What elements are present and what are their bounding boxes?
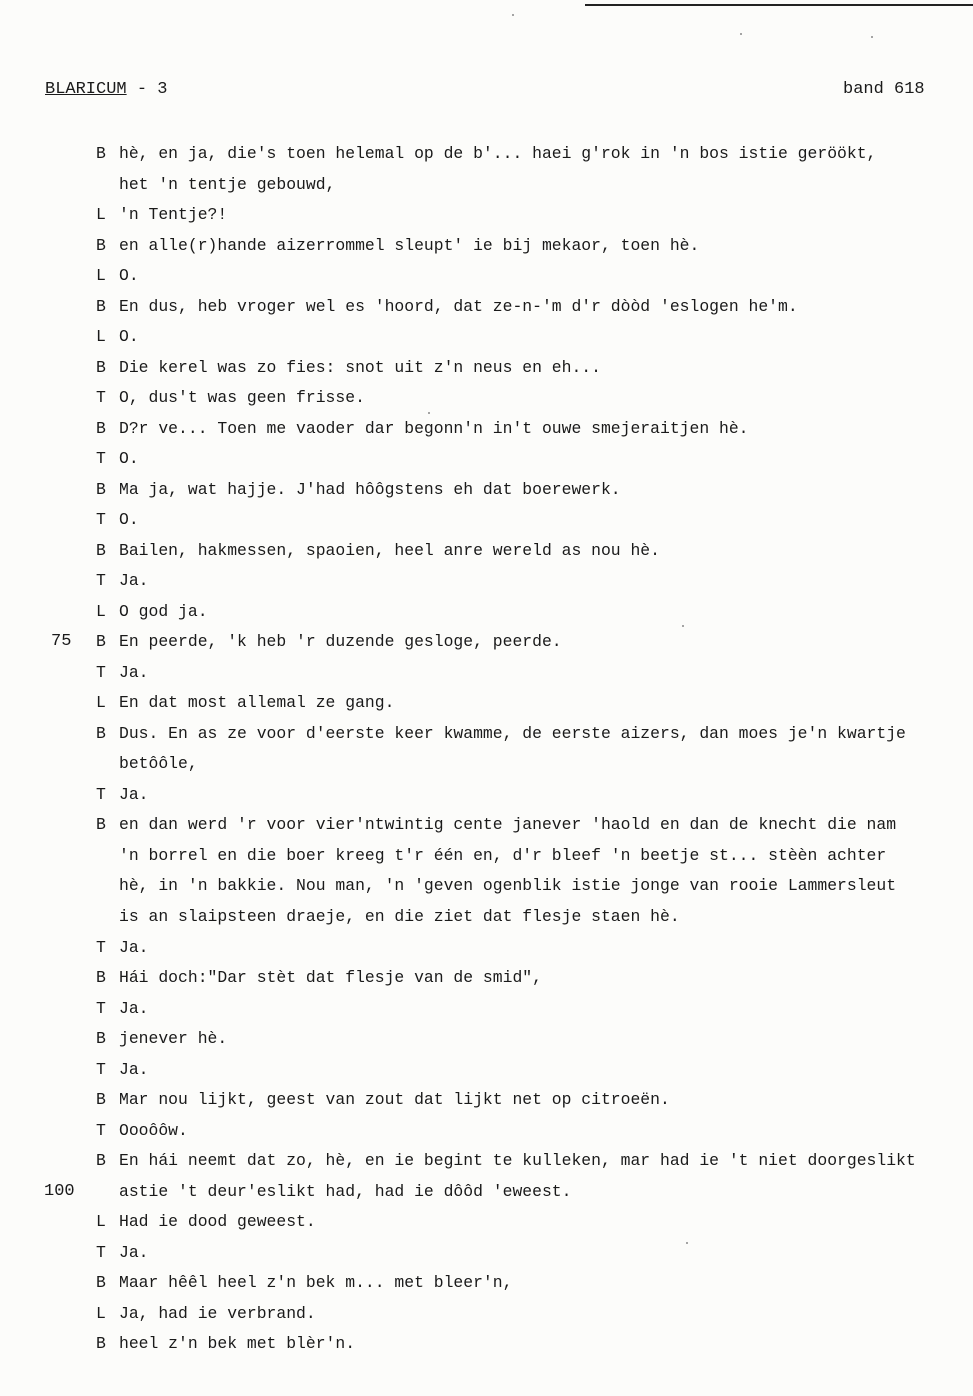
speaker-label: L xyxy=(96,327,106,347)
transcript-line xyxy=(0,660,973,686)
utterance-text: heel z'n bek met blèr'n. xyxy=(119,1334,356,1354)
transcript-line xyxy=(0,904,973,930)
transcript-line xyxy=(0,1240,973,1266)
transcript-line xyxy=(0,935,973,961)
speaker-label: T xyxy=(96,388,106,408)
utterance-text: Had ie dood geweest. xyxy=(119,1212,316,1232)
transcript-line xyxy=(0,1087,973,1113)
utterance-text: en dan werd 'r voor vier'ntwintig cente janever 'haold en dan de knecht die nam xyxy=(119,815,897,835)
speaker-label: B xyxy=(96,418,106,438)
speaker-label: B xyxy=(96,235,106,255)
utterance-text: Dus. En as ze voor d'eerste keer kwamme, de eerste aizers, dan moes je'n kwartje xyxy=(119,723,906,743)
speaker-label: B xyxy=(96,1029,106,1049)
transcript-line xyxy=(0,355,973,381)
speaker-label: B xyxy=(96,632,106,652)
utterance-text: Oooôôw. xyxy=(119,1120,188,1140)
scan-speck xyxy=(512,14,514,16)
transcript-line xyxy=(0,1209,973,1235)
transcript-line xyxy=(0,263,973,289)
utterance-text: en alle(r)hande aizerrommel sleupt' ie bij mekaor, toen hè. xyxy=(119,235,700,255)
transcript-line xyxy=(0,721,973,747)
utterance-text: hè, en ja, die's toen helemal op de b'... haei g'rok in 'n bos istie geröökt, xyxy=(119,144,877,163)
utterance-text: Ja. xyxy=(119,784,149,804)
utterance-text: Ja. xyxy=(119,571,149,591)
speaker-label: B xyxy=(96,1090,106,1110)
transcript-line xyxy=(0,812,973,838)
speaker-label: T xyxy=(96,510,106,530)
utterance-text: Ja. xyxy=(119,662,149,682)
transcript-line xyxy=(0,172,973,198)
speaker-label: B xyxy=(96,723,106,743)
speaker-label: B xyxy=(96,1334,106,1354)
scan-speck xyxy=(428,412,430,414)
speaker-label: B xyxy=(96,540,106,560)
transcript-line xyxy=(0,690,973,716)
band-label: band 618 xyxy=(843,80,925,99)
speaker-label: B xyxy=(96,1151,106,1171)
transcript-line xyxy=(0,416,973,442)
utterance-text: Ma ja, wat hajje. J'had hôôgstens eh dat boerewerk. xyxy=(119,479,621,499)
line-number: 100 xyxy=(44,1181,75,1201)
transcript-line xyxy=(0,1026,973,1052)
transcript-line xyxy=(0,202,973,228)
utterance-text: 'n Tentje?! xyxy=(119,205,228,225)
transcript-line xyxy=(0,385,973,411)
transcript-line xyxy=(0,294,973,320)
utterance-text: O, dus't was geen frisse. xyxy=(119,388,365,408)
transcript-line xyxy=(0,141,973,167)
utterance-text: O. xyxy=(119,510,139,530)
utterance-text: En dat most allemal ze gang. xyxy=(119,693,395,713)
speaker-label: B xyxy=(96,968,106,988)
transcript-line xyxy=(0,507,973,533)
transcript-line xyxy=(0,599,973,625)
transcript-line xyxy=(0,1057,973,1083)
utterance-text: En peerde, 'k heb 'r duzende gesloge, peerde. xyxy=(119,632,562,652)
transcript-line xyxy=(0,751,973,777)
top-rule xyxy=(585,4,973,6)
scan-speck xyxy=(682,625,684,627)
speaker-label: L xyxy=(96,266,106,286)
line-number: 75 xyxy=(51,632,72,652)
page-header-left xyxy=(45,80,167,99)
utterance-text: Mar nou lijkt, geest van zout dat lijkt net op citroeën. xyxy=(119,1090,670,1110)
utterance-text: D?r ve... Toen me vaoder dar begonn'n in't ouwe smejeraitjen hè. xyxy=(119,418,749,438)
utterance-text: hè, in 'n bakkie. Nou man, 'n 'geven ogenblik istie jonge van rooie Lammersleut xyxy=(119,876,897,896)
transcript-line xyxy=(0,965,973,991)
utterance-text: is an slaipsteen draeje, en die ziet dat flesje staen hè. xyxy=(119,907,680,926)
speaker-label: L xyxy=(96,1303,106,1323)
transcript-line xyxy=(0,477,973,503)
place-name: BLARICUM xyxy=(45,80,127,99)
speaker-label: B xyxy=(96,815,106,835)
utterance-text: O. xyxy=(119,449,139,469)
utterance-text: O. xyxy=(119,327,139,347)
page-number: - 3 xyxy=(136,80,168,99)
speaker-label: B xyxy=(96,144,106,163)
speaker-label: B xyxy=(96,296,106,316)
utterance-text: Hái doch:"Dar stèt dat flesje van de smid", xyxy=(119,968,542,988)
transcript-line xyxy=(0,568,973,594)
speaker-label: T xyxy=(96,662,106,682)
transcript-line xyxy=(0,1148,973,1174)
transcript-line xyxy=(0,233,973,259)
utterance-text: Maar hêêl heel z'n bek m... met bleer'n, xyxy=(119,1273,513,1293)
utterance-text: Ja. xyxy=(119,998,149,1018)
speaker-label: B xyxy=(96,479,106,499)
transcript-line xyxy=(0,1179,973,1205)
utterance-text: 'n borrel en die boer kreeg t'r één en, d'r bleef 'n beetje st... stèèn achter xyxy=(119,845,887,865)
utterance-text: Ja. xyxy=(119,1242,149,1262)
speaker-label: T xyxy=(96,784,106,804)
transcript-line xyxy=(0,873,973,899)
utterance-text: jenever hè. xyxy=(119,1029,228,1049)
transcript-line xyxy=(0,324,973,350)
scan-speck xyxy=(686,1242,688,1244)
transcript-line xyxy=(0,446,973,472)
transcript-line xyxy=(0,538,973,564)
utterance-text: Ja, had ie verbrand. xyxy=(119,1303,316,1323)
speaker-label: T xyxy=(96,998,106,1018)
utterance-text: O. xyxy=(119,266,139,286)
transcript-line xyxy=(0,843,973,869)
transcript-line xyxy=(0,1270,973,1296)
transcript-line xyxy=(0,629,973,655)
speaker-label: L xyxy=(96,601,106,621)
speaker-label: T xyxy=(96,571,106,591)
scan-speck xyxy=(740,33,742,35)
transcript-line xyxy=(0,996,973,1022)
transcript-line xyxy=(0,782,973,808)
utterance-text: Ja. xyxy=(119,1059,149,1079)
transcript-line xyxy=(0,1118,973,1144)
utterance-text: astie 't deur'eslikt had, had ie dôôd 'eweest. xyxy=(119,1181,572,1201)
transcript-line xyxy=(0,1301,973,1327)
speaker-label: T xyxy=(96,1120,106,1140)
utterance-text: O god ja. xyxy=(119,601,208,621)
utterance-text: En hái neemt dat zo, hè, en ie begint te kulleken, mar had ie 't niet doorgeslikt xyxy=(119,1151,916,1171)
scan-speck xyxy=(871,36,873,38)
speaker-label: L xyxy=(96,205,106,225)
speaker-label: T xyxy=(96,1242,106,1262)
utterance-text: het 'n tentje gebouwd, xyxy=(119,174,336,194)
transcript-line xyxy=(0,1331,973,1357)
utterance-text: Die kerel was zo fies: snot uit z'n neus en eh... xyxy=(119,357,601,377)
speaker-label: B xyxy=(96,1273,106,1293)
utterance-text: En dus, heb vroger wel es 'hoord, dat ze-n-'m d'r dòòd 'eslogen he'm. xyxy=(119,296,798,316)
speaker-label: B xyxy=(96,357,106,377)
speaker-label: L xyxy=(96,1212,106,1232)
speaker-label: T xyxy=(96,937,106,957)
utterance-text: Ja. xyxy=(119,937,149,957)
utterance-text: Bailen, hakmessen, spaoien, heel anre wereld as nou hè. xyxy=(119,540,660,560)
speaker-label: T xyxy=(96,449,106,469)
utterance-text: betôôle, xyxy=(119,754,198,774)
speaker-label: T xyxy=(96,1059,106,1079)
speaker-label: L xyxy=(96,693,106,713)
